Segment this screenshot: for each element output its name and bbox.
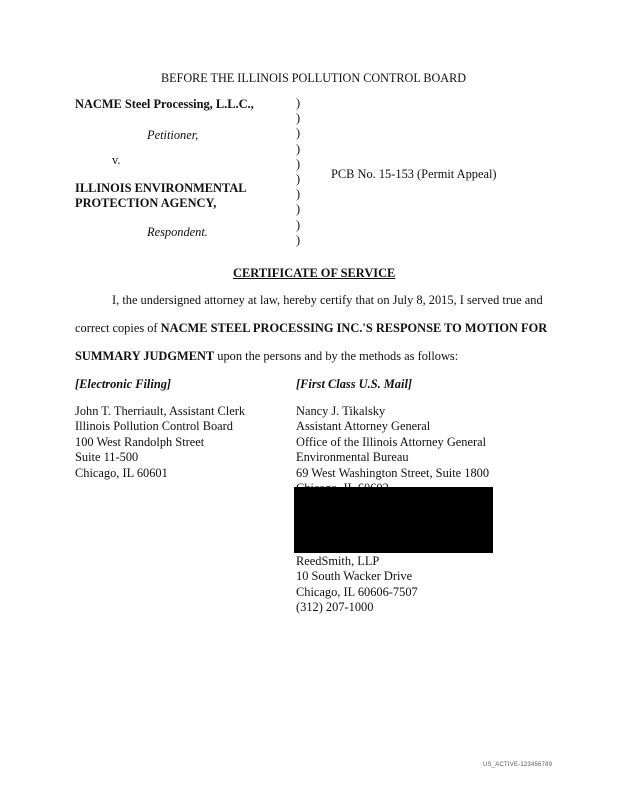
- address-line: John T. Therriault, Assistant Clerk: [75, 404, 246, 418]
- second-address-block: [296, 554, 418, 616]
- paren: ): [296, 126, 301, 141]
- address-line: Illinois Pollution Control Board: [75, 419, 233, 434]
- certificate-line-3-plain: upon the persons and by the methods as follows:: [214, 349, 459, 363]
- address-line: Office of the Illinois Attorney General: [296, 434, 487, 449]
- address-line: Chicago, IL 60606-7507: [296, 584, 418, 599]
- versus-label: v.: [112, 153, 121, 167]
- document-title-part-2: SUMMARY JUDGMENT: [75, 349, 215, 363]
- paren: ): [296, 202, 301, 217]
- address-line: Nancy J. Tikalsky: [296, 404, 386, 418]
- paren: ): [296, 172, 301, 187]
- court-heading: BEFORE THE ILLINOIS POLLUTION CONTROL BOARD: [161, 71, 467, 85]
- document-title-part-1: NACME STEEL PROCESSING INC.'S RESPONSE TO MOTION FOR: [160, 321, 548, 335]
- right-service-method: [First Class U.S. Mail]: [296, 377, 413, 391]
- certificate-line-1: I, the undersigned attorney at law, hereby certify that on July 8, 2015, I served true and: [112, 293, 543, 307]
- petitioner-label: Petitioner,: [147, 128, 199, 142]
- address-line: (312) 207-1000: [296, 600, 374, 615]
- caption-parentheses: [296, 96, 300, 248]
- certificate-title: CERTIFICATE OF SERVICE: [233, 266, 396, 280]
- paren: ): [296, 156, 301, 171]
- address-line: 10 South Wacker Drive: [296, 569, 413, 584]
- address-line: Environmental Bureau: [296, 450, 409, 465]
- respondent-name-line2: PROTECTION AGENCY,: [75, 196, 217, 210]
- left-address-block: [75, 404, 245, 481]
- petitioner-name: NACME Steel Processing, L.L.C.,: [75, 97, 254, 111]
- paren: ): [296, 111, 301, 126]
- address-line: 100 West Randolph Street: [75, 434, 205, 449]
- certificate-line-2-plain: correct copies of: [75, 321, 161, 335]
- address-line: Suite 11-500: [75, 450, 139, 465]
- case-number: PCB No. 15-153 (Permit Appeal): [331, 167, 497, 181]
- certificate-line-3: [75, 349, 458, 364]
- left-service-method: [Electronic Filing]: [75, 377, 172, 391]
- paren: ): [296, 96, 301, 110]
- paren: ): [296, 217, 301, 232]
- right-address-block: [296, 404, 489, 496]
- respondent-label: Respondent.: [147, 225, 208, 239]
- address-line: Chicago, IL 60601: [75, 465, 168, 480]
- address-line: ReedSmith, LLP: [296, 554, 380, 568]
- address-line: 69 West Washington Street, Suite 1800: [296, 465, 490, 480]
- respondent-name-line1: ILLINOIS ENVIRONMENTAL: [75, 181, 247, 195]
- certificate-line-2: [75, 321, 547, 336]
- paren: ): [296, 232, 301, 247]
- paren: ): [296, 141, 301, 156]
- redaction-block: [294, 487, 493, 553]
- footer-doc-id: US_ACTIVE-123456789: [483, 762, 553, 768]
- paren: ): [296, 187, 301, 202]
- address-line: Assistant Attorney General: [296, 419, 431, 434]
